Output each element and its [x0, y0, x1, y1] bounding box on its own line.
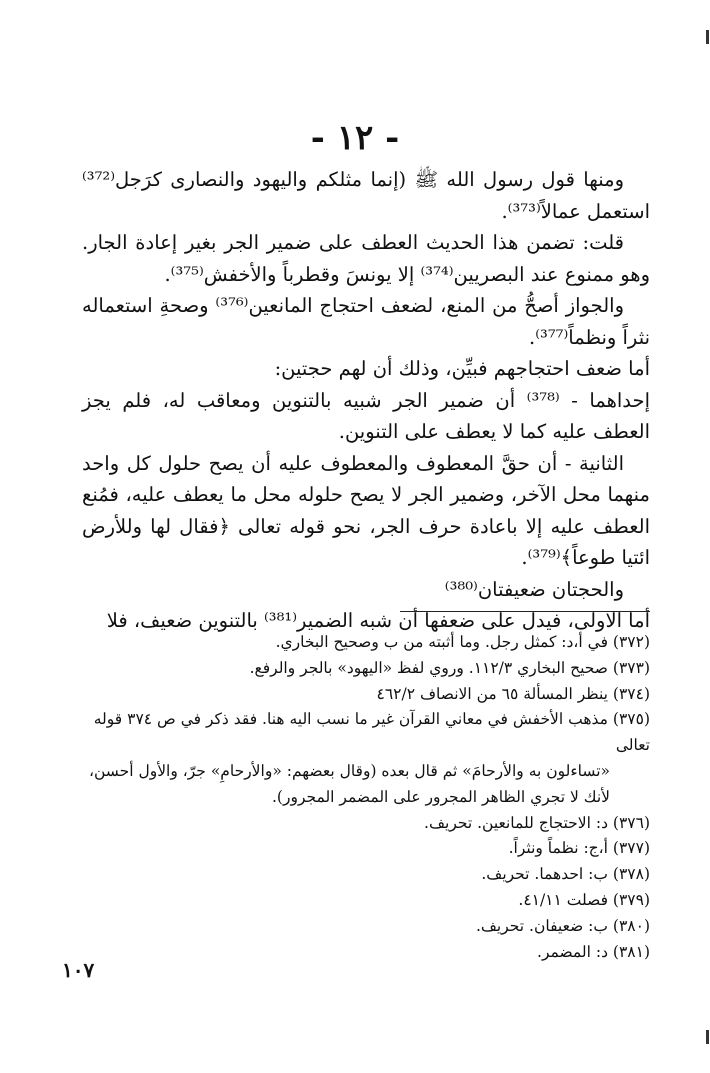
paragraph: قلت: تضمن هذا الحديث العطف على ضمير الجر بغير إعادة الجار. وهو ممنوع عند البصريين⁽³⁷⁴⁾ إلا يونسَ وقطرباً والأخفش⁽³⁷⁵⁾.	[82, 231, 650, 286]
footnote: (٣٧٩) فصلت ٤١/١١.	[518, 890, 650, 909]
footnote: (٣٧٨) ب: احدهما. تحريف.	[481, 865, 650, 884]
footnote-divider	[400, 611, 650, 612]
footnote: (٣٨١) د: المضمر.	[537, 942, 650, 961]
page-number: - ١٢ -	[310, 118, 400, 158]
footnote-continuation: لأنك لا تجري الظاهر المجرور على المضمر المجرور).	[272, 787, 610, 806]
paragraph: ومنها قول رسول الله ﷺ (إنما مثلكم واليهود والنصارى كرَجل⁽³⁷²⁾ استعمل عمالاً⁽³⁷³⁾.	[82, 168, 650, 223]
main-text	[82, 164, 650, 637]
paragraph: أما ضعف احتجاجهم فبيِّن، وذلك أن لهم حجتين:	[274, 357, 650, 380]
footnotes	[82, 630, 650, 965]
footnote: (٣٧٢) في أ،د: كمثل رجل. وما أثبته من ب وصحيح البخاري.	[275, 633, 650, 651]
paragraph: والحجتان ضعيفتان⁽³⁸⁰⁾	[444, 577, 624, 601]
footnote: (٣٨٠) ب: ضعيفان. تحريف.	[475, 916, 650, 935]
paragraph: والجواز أصحُّ من المنع، لضعف احتجاج المانعين⁽³⁷⁶⁾ وصحةِ استعماله نثراً ونظماً⁽³⁷⁷⁾.	[82, 294, 650, 349]
paragraph: أما الاولى، فيدل على ضعفها أن شبه الضمير⁽³⁸¹⁾ بالتنوين ضعيف، فلا	[106, 609, 650, 632]
footnote: (٣٧٧) أ،ج: نظماً ونثراً.	[508, 839, 650, 858]
folio-number: ١٠٧	[62, 958, 95, 982]
paragraph: إحداهما - ⁽³⁷⁸⁾ أن ضمير الجر شبيه بالتنوين ومعاقب له، فلم يجز العطف عليه كما لا يعطف على التنوين.	[82, 388, 650, 443]
footnote: (٣٧٦) د: الاحتجاج للمانعين. تحريف.	[424, 813, 650, 832]
paragraph: الثانية - أن حقَّ المعطوف والمعطوف عليه أن يصح حلول كل واحد منهما محل الآخر، وضمير الجر لا يصح حلوله محل ما يعطف عليه، فمُنع العطف عليه إلا باعادة حرف الجر، نحو قوله تعالى ﴿فقال لها وللأرض ائتيا طوعاً﴾⁽³⁷⁹⁾.	[82, 451, 650, 569]
scan-edge-mark	[706, 30, 709, 44]
footnote: (٣٧٣) صحيح البخاري ١١٢/٣. وروي لفظ «اليهود» بالجر والرفع.	[249, 658, 650, 677]
scan-edge-mark	[706, 1030, 709, 1044]
footnote: (٣٧٤) ينظر المسألة ٦٥ من الانصاف ٤٦٢/٢	[376, 684, 650, 703]
footnote: (٣٧٥) مذهب الأخفش في معاني القرآن غير ما نسب اليه هنا. فقد ذكر في ص ٣٧٤ قوله تعالى	[93, 710, 650, 755]
footnote-continuation: «تساءلون به والأرحامَ» ثم قال بعده (وقال بعضهم: «والأرحامِ» جرّ، والأول أحسن،	[89, 761, 610, 780]
